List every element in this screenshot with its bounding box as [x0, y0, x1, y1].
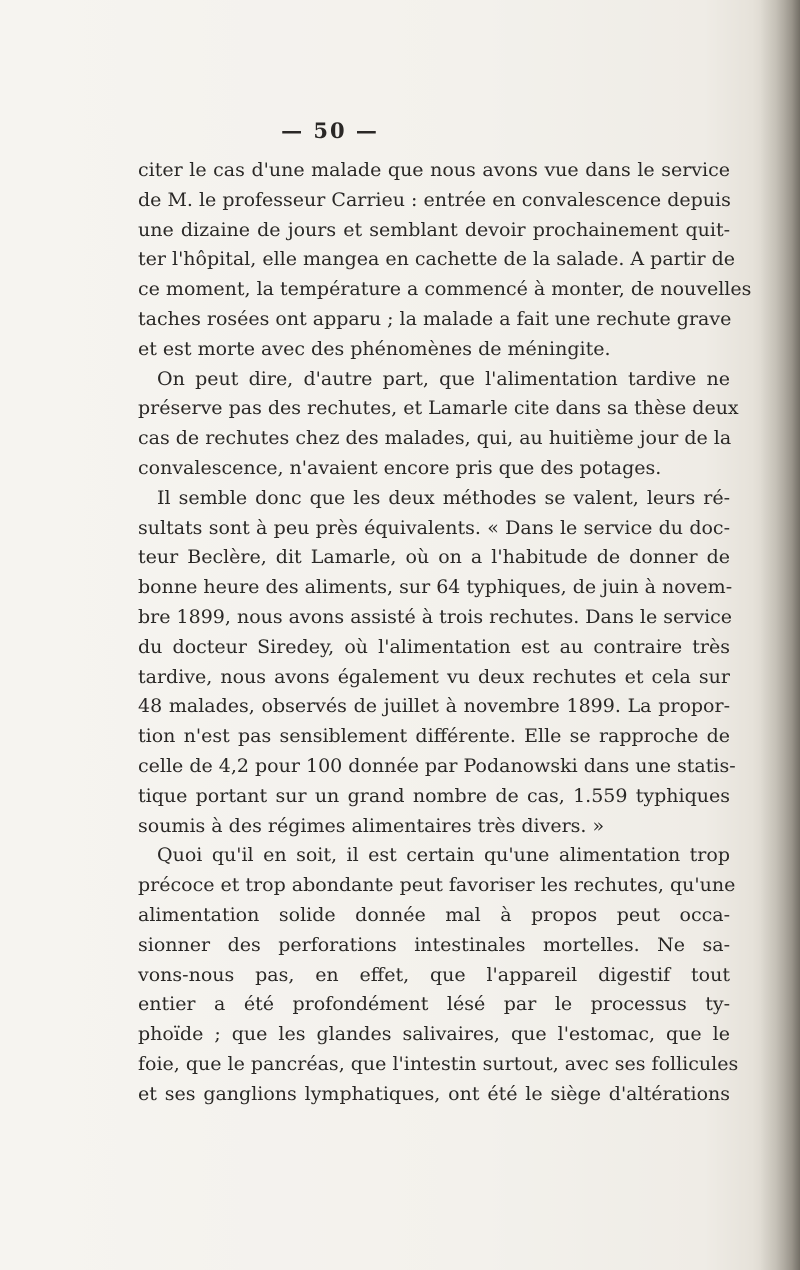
text-line: et ses ganglions lymphatiques, ont été le siège d'altérations [138, 1082, 730, 1105]
text-line: de M. le professeur Carrieu : entrée en convalescence depuis [138, 188, 731, 211]
text-line: Quoi qu'il en soit, il est certain qu'une alimentation trop [157, 844, 730, 867]
text-line: On peut dire, d'autre part, que l'alimentation tardive ne [157, 367, 730, 390]
text-line: soumis à des régimes alimentaires très divers. » [138, 814, 605, 837]
text-line: celle de 4,2 pour 100 donnée par Podanowski dans une statis- [138, 754, 736, 777]
text-line: une dizaine de jours et semblant devoir prochainement quit- [138, 218, 730, 241]
text-line: sultats sont à peu près équivalents. « Dans le service du doc- [138, 516, 730, 539]
text-line: citer le cas d'une malade que nous avons vue dans le service [138, 159, 730, 181]
text-line: tardive, nous avons également vu deux rechutes et cela sur [138, 665, 730, 688]
text-line: tion n'est pas sensiblement différente. Elle se rapproche de [138, 725, 730, 748]
text-line: ter l'hôpital, elle mangea en cachette de la salade. A partir de [138, 248, 735, 271]
text-line: tique portant sur un grand nombre de cas, 1.559 typhiques [138, 784, 730, 807]
text-line: ce moment, la température a commencé à monter, de nouvelles [138, 278, 752, 301]
page-gutter-shadow [760, 0, 800, 1270]
text-line: bre 1899, nous avons assisté à trois rechutes. Dans le service [138, 605, 733, 628]
text-line: bonne heure des aliments, sur 64 typhiques, de juin à novem- [138, 576, 733, 599]
text-line: précoce et trop abondante peut favoriser les rechutes, qu'une [138, 874, 736, 897]
text-line: préserve pas des rechutes, et Lamarle cite dans sa thèse deux [138, 397, 739, 420]
text-line: Il semble donc que les deux méthodes se valent, leurs ré- [157, 486, 730, 509]
text-line: sionner des perforations intestinales mortelles. Ne sa- [138, 933, 730, 956]
body-text [138, 156, 752, 1110]
text-line: foie, que le pancréas, que l'intestin surtout, avec ses follicules [138, 1052, 739, 1075]
text-line: alimentation solide donnée mal à propos peut occa- [138, 903, 730, 926]
text-line: convalescence, n'avaient encore pris que des potages. [138, 456, 662, 479]
text-line: phoïde ; que les glandes salivaires, que l'estomac, que le [138, 1023, 730, 1046]
text-line: et est morte avec des phénomènes de méningite. [138, 337, 611, 360]
text-line: 48 malades, observés de juillet à novembre 1899. La propor- [138, 695, 730, 718]
text-line: vons-nous pas, en effet, que l'appareil digestif tout [138, 963, 730, 986]
text-line: entier a été profondément lésé par le processus ty- [138, 993, 730, 1016]
text-line: du docteur Siredey, où l'alimentation est au contraire très [138, 635, 730, 658]
text-line: cas de rechutes chez des malades, qui, au huitième jour de la [138, 427, 732, 450]
page-number: — 50 — [281, 118, 379, 143]
text-line: teur Beclère, dit Lamarle, où on a l'habitude de donner de [138, 546, 730, 569]
text-line: taches rosées ont apparu ; la malade a fait une rechute grave [138, 307, 732, 330]
